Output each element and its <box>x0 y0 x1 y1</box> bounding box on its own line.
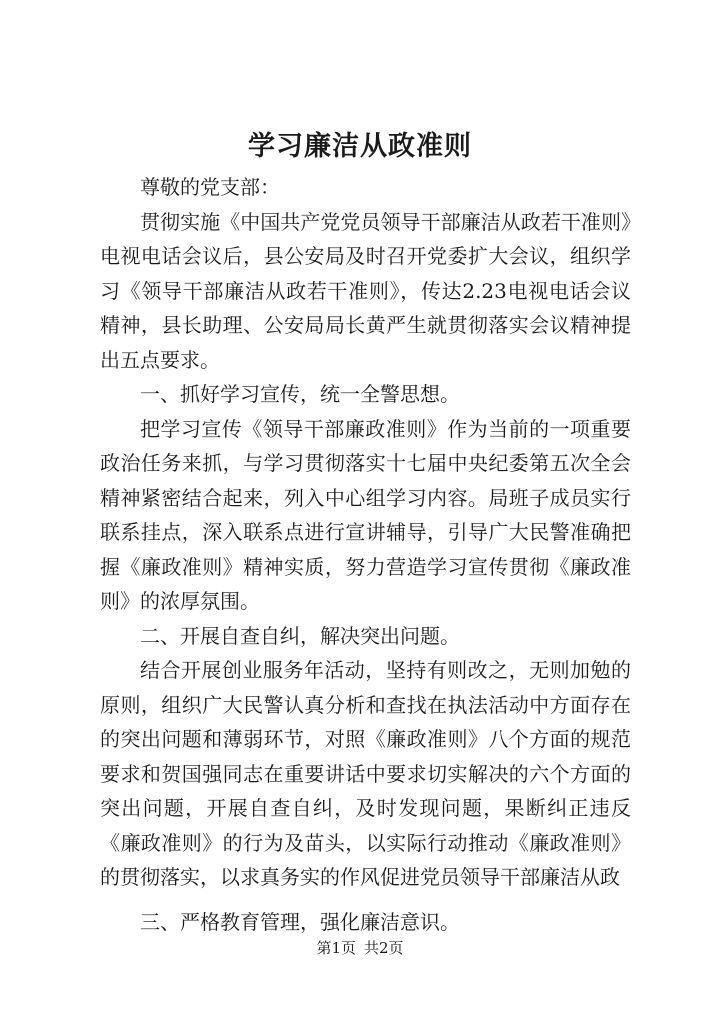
page-total: 共2页 <box>364 939 404 957</box>
paragraph-intro: 贯彻实施《中国共产党党员领导干部廉洁从政若干准则》电视电话会议后，县公安局及时召开党委扩大会议，组织学习《领导干部廉洁从政若干准则》，传达2.23电视电话会议精神，县长助理、公安局局长黄严生就贯彻落实会议精神提出五点要求。 <box>100 209 631 372</box>
document-title: 学习廉洁从政准则 <box>248 131 472 162</box>
page-footer <box>0 937 720 958</box>
section-heading-1: 一、抓好学习宣传，统一全警思想。 <box>140 382 460 406</box>
document-body <box>100 170 631 939</box>
section-heading-2: 二、开展自查自纠，解决突出问题。 <box>140 623 460 648</box>
section-heading-3: 三、严格教育管理，强化廉洁意识。 <box>140 909 460 934</box>
page-number: 第1页 <box>316 939 356 957</box>
paragraph-section-2: 结合开展创业服务年活动，坚持有则改之，无则加勉的原则，组织广大民警认真分析和查找在执法活动中方面存在的突出问题和薄弱环节，对照《廉政准则》八个方面的规范要求和贺国强同志在重要讲话中要求切实解决的六个方面的突出问题，开展自查自纠，及时发现问题，果断纠正违反《廉政准则》的行为及苗头，以实际行动推动《廉政准则》的贯彻落实，以求真务实的作风促进党员领导干部廉洁从政 <box>100 658 631 889</box>
salutation: 尊敬的党支部： <box>140 175 280 199</box>
paragraph-section-1: 把学习宣传《领导干部廉政准则》作为当前的一项重要政治任务来抓，与学习贯彻落实十七届中央纪委第五次全会精神紧密结合起来，列入中心组学习内容。局班子成员实行联系挂点，深入联系点进行宣讲辅导，引导广大民警准确把握《廉政准则》精神实质，努力营造学习宣传贯彻《廉政准则》的浓厚氛围。 <box>100 416 631 613</box>
